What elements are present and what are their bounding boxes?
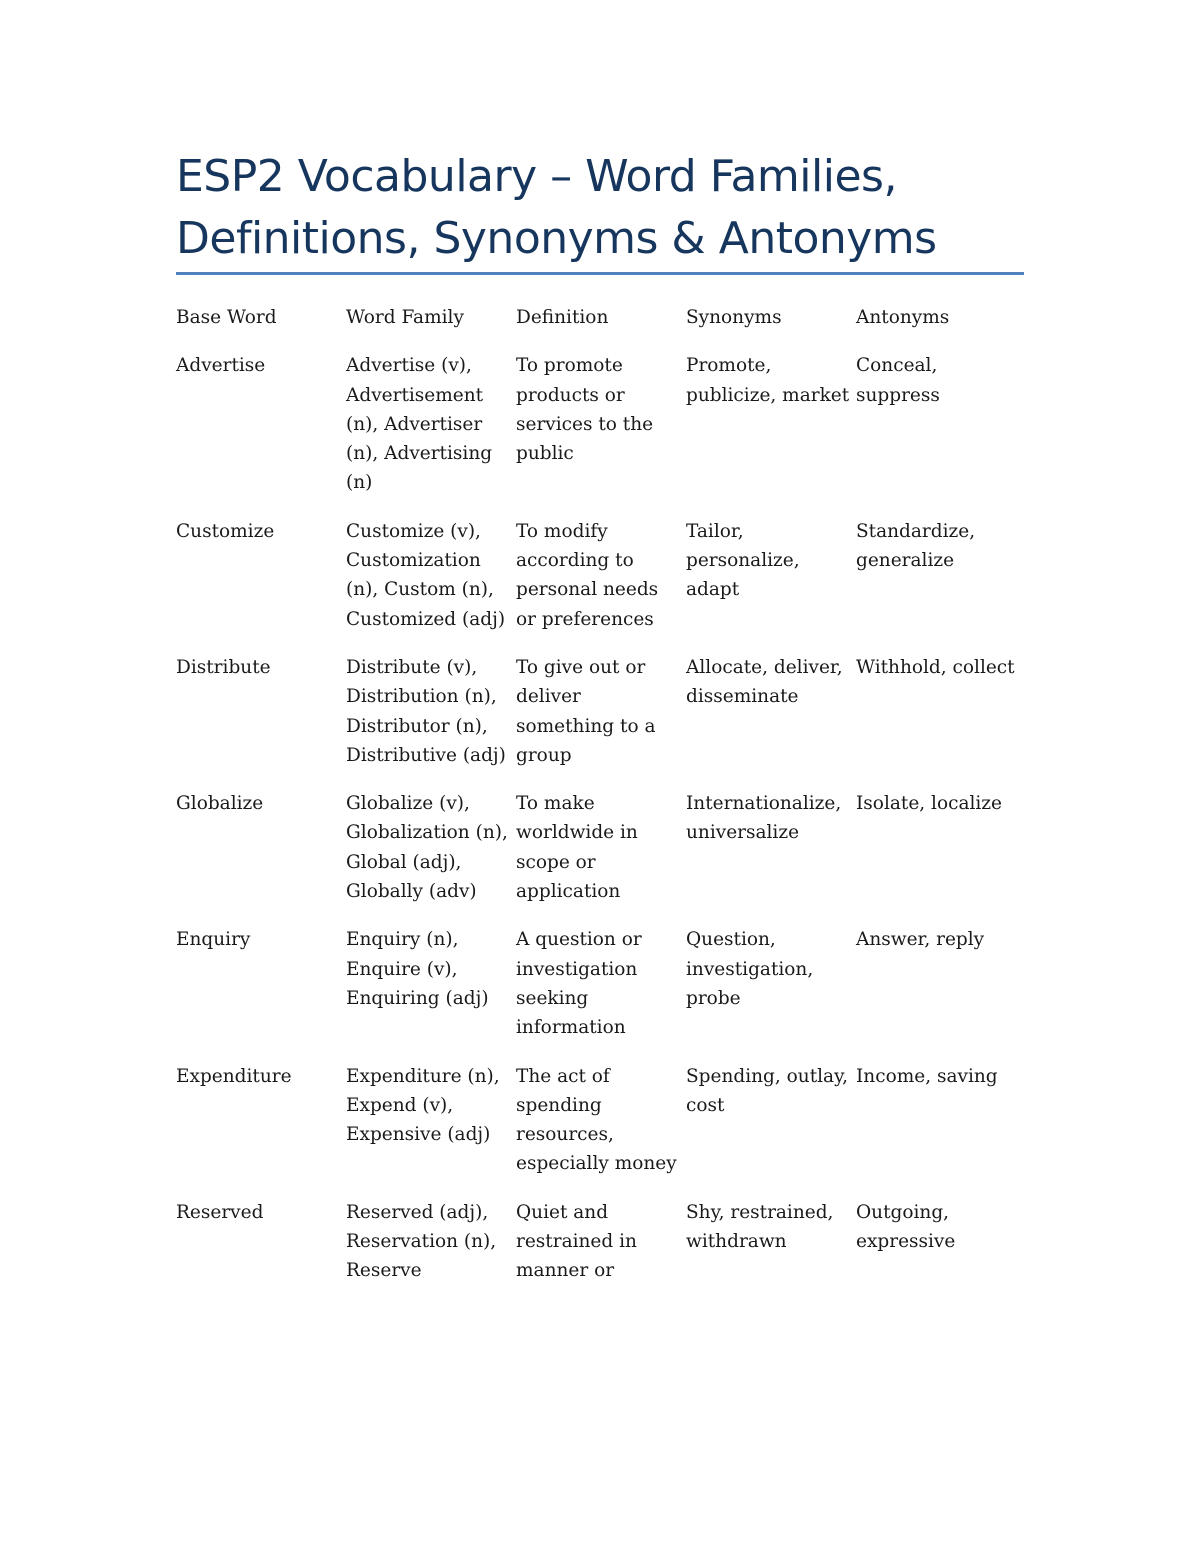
cell-synonyms: Shy, restrained, withdrawn [686,1201,834,1253]
table-row [176,351,1026,516]
cell-definition: Quiet and restrained in manner or [516,1201,637,1282]
cell-antonyms: Conceal, suppress [856,355,940,406]
cell-synonyms: Allocate, deliver, disseminate [686,656,843,708]
cell-definition: To modify according to personal needs or preferences [516,520,659,630]
table-row [176,789,1026,925]
cell-antonyms: Withhold, collect [856,656,1015,678]
cell-synonyms: Question, investigation, probe [686,929,814,1009]
cell-antonyms: Answer, reply [856,929,985,951]
cell-base-word: Expenditure [176,1065,292,1087]
table-row [176,925,1026,1061]
cell-word-family: Expenditure (n), Expend (v), Expensive (adj) [346,1065,500,1146]
table-header-row [176,303,1026,351]
cell-definition: To promote products or services to the public [516,355,654,465]
cell-word-family: Globalize (v), Globalization (n), Global (adj), Globally (adv) [346,793,508,903]
cell-synonyms: Spending, outlay, cost [686,1065,848,1116]
cell-word-family: Enquiry (n), Enquire (v), Enquiring (adj) [346,929,489,1009]
cell-definition: To make worldwide in scope or application [516,793,638,903]
cell-antonyms: Standardize, generalize [856,520,976,572]
cell-base-word: Customize [176,520,275,542]
header-definition: Definition [516,307,609,328]
cell-antonyms: Income, saving [856,1065,998,1087]
cell-definition: To give out or deliver something to a group [516,656,656,766]
header-word-family: Word Family [346,307,464,328]
title-line-2: Definitions, Synonyms & Antonyms [176,213,937,264]
cell-base-word: Globalize [176,793,264,815]
cell-word-family: Reserved (adj), Reservation (n), Reserve [346,1201,497,1282]
cell-synonyms: Internationalize, universalize [686,793,842,844]
table-row [176,517,1026,653]
cell-antonyms: Outgoing, expressive [856,1201,956,1253]
cell-definition: The act of spending resources, especially money [516,1065,677,1175]
cell-base-word: Distribute [176,656,271,678]
cell-synonyms: Promote, publicize, market [686,355,850,406]
title-underline [176,272,1024,275]
cell-word-family: Advertise (v), Advertisement (n), Advertiser (n), Advertising (n) [346,355,493,494]
cell-antonyms: Isolate, localize [856,793,1003,815]
cell-base-word: Reserved [176,1201,264,1223]
vocabulary-table [176,303,1026,1305]
document-title [176,146,1036,270]
table-row [176,1198,1026,1305]
table-row [176,1062,1026,1198]
cell-base-word: Advertise [176,355,266,377]
header-synonyms: Synonyms [686,307,782,328]
cell-word-family: Customize (v), Customization (n), Custom (n), Customized (adj) [346,520,506,630]
cell-definition: A question or investigation seeking information [516,929,642,1039]
cell-word-family: Distribute (v), Distribution (n), Distributor (n), Distributive (adj) [346,656,506,766]
cell-base-word: Enquiry [176,929,251,951]
title-line-1: ESP2 Vocabulary – Word Families, [176,151,897,202]
header-base-word: Base Word [176,307,277,328]
cell-synonyms: Tailor, personalize, adapt [686,520,800,601]
table-row [176,653,1026,789]
header-antonyms: Antonyms [856,307,950,328]
